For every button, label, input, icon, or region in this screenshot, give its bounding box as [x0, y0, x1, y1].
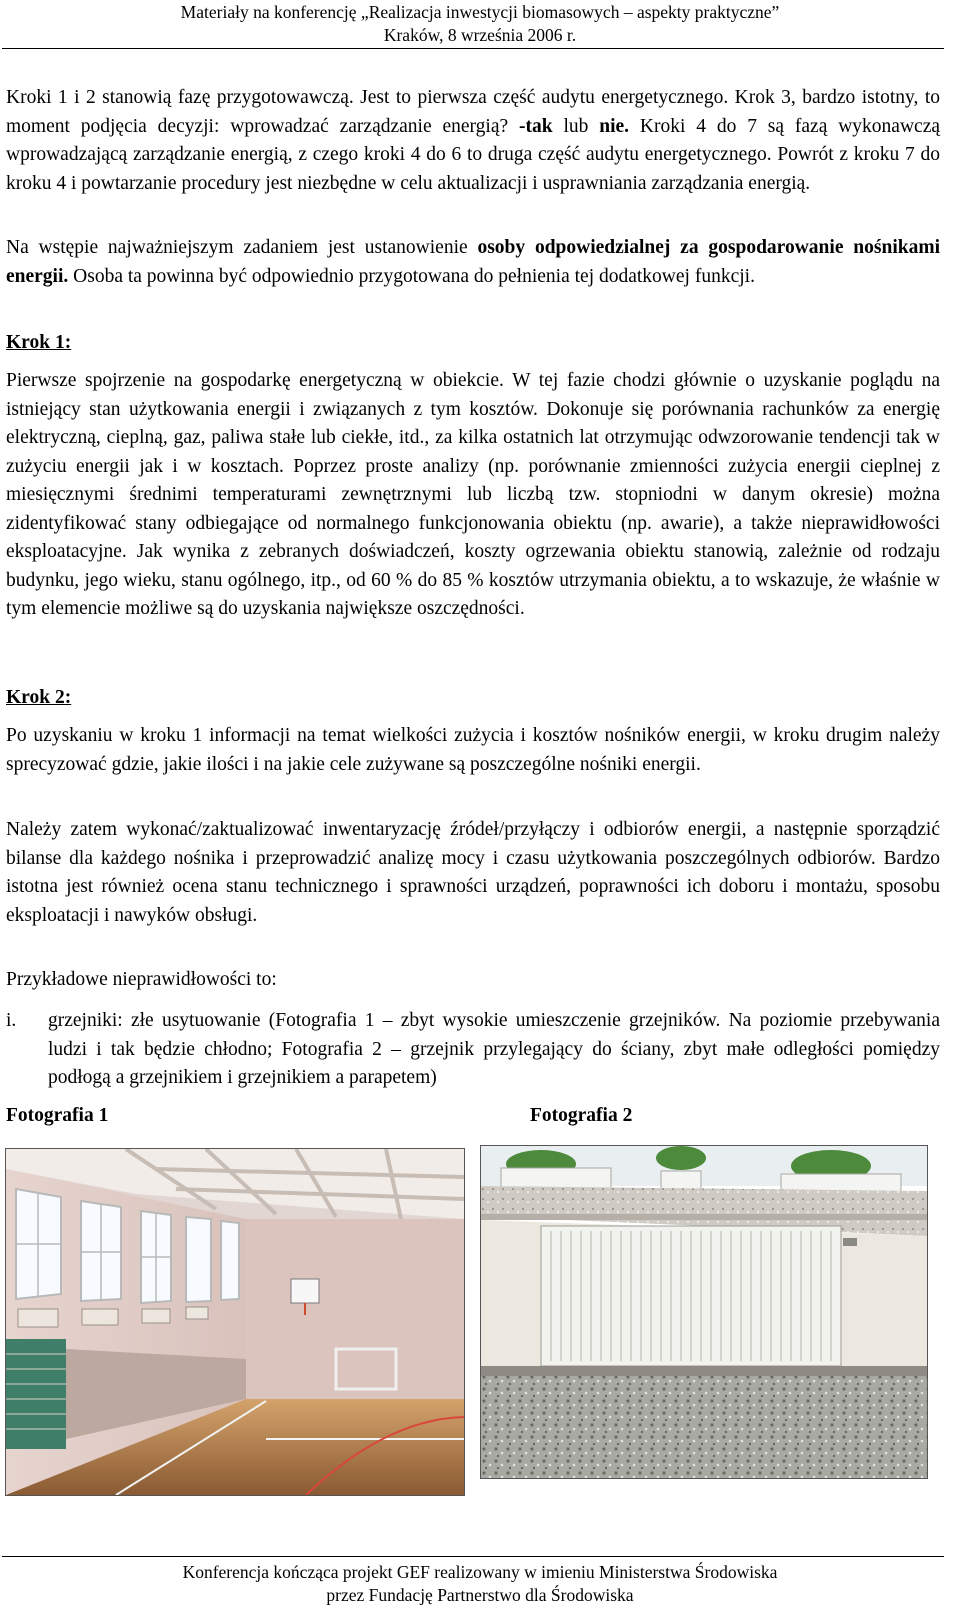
intro-p2-text-a: Na wstępie najważniejszym zadaniem jest ustanowienie [6, 237, 478, 258]
intro-paragraph-1 [6, 84, 940, 198]
gymnasium-image [6, 1149, 464, 1495]
step1-paragraph: Pierwsze spojrzenie na gospodarkę energetyczną w obiekcie. W tej fazie chodzi głównie o uzyskanie poglądu na istniejący stan użytkowania energii i związanych z tym kosztów. Dokonuje się porównania rachunków za energię elektryczną, cieplną, gaz, paliwa stałe lub ciekłe, itd., za kilka ostatnich lat otrzymując odwzorowanie tendencji tak w zużyciu energii jak i w kosztach. Poprzez proste analizy (np. porównanie zmienności zużycia energii cieplnej z miesięcznymi średnimi temperaturami zewnętrznymi lub liczbą tzw. stopniodni w danym okresie) można zidentyfikować stany odbiegające od normalnego funkcjonowania obiektu (np. awarie), a także nieprawidłowości eksploatacyjne. Jak wynika z zebranych doświadczeń, koszty ogrzewania obiektu stanowią, zależnie od rodzaju budynku, jego wieku, stanu ogólnego, itp., od 60 % do 85 % kosztów utrzymania obiektu, a to wskazuje, że właśnie w tym elemencie możliwe są do uzyskania największe oszczędności. [6, 370, 940, 619]
step2-paragraph-1: Po uzyskaniu w kroku 1 informacji na temat wielkości zużycia i kosztów nośników energii, w kroku drugim należy sprecyzować gdzie, jakie ilości i na jakie cele zużywane są poszczególne nośniki energii. [6, 725, 940, 775]
photo-1-gymnasium [5, 1148, 465, 1496]
list-item-text: grzejniki: złe usytuowanie (Fotografia 1 – zbyt wysokie umieszczenie grzejników. Na poziomie przebywania ludzi i tak będzie chłodno; Fotografia 2 – grzejnik przylegający do ściany, zbyt małe odległości pomiędzy podłogą a grzejnikiem i grzejnikiem a parapetem) [48, 1010, 940, 1088]
intro-p2-bold: osoby odpowiedzialnej za gospodarowanie nośnikami energii. [6, 237, 940, 287]
intro-paragraph-2 [6, 234, 940, 291]
footer-line-2: przez Fundację Partnerstwo dla Środowiska [326, 1585, 634, 1605]
footer-line-1: Konferencja kończąca projekt GEF realizowany w imieniu Ministerstwa Środowiska [182, 1562, 778, 1582]
intro-p1-text-d: Kroki 4 do 7 są fazą wykonawczą wprowadzającą zarządzanie energią, z czego kroki 4 do 6 to druga część audytu energetycznego. Powrót z kroku 7 do kroku 4 i powtarzanie procedury jest niezbędne w celu aktualizacji i usprawniania zarządzania energią. [6, 115, 941, 194]
photo-2-caption: Fotografia 2 [530, 1105, 633, 1126]
intro-p1-bold-tak: -tak [519, 115, 553, 137]
intro-p2-text-c: Osoba ta powinna być odpowiednio przygotowana do pełnienia tej dodatkowej funkcji. [68, 265, 755, 287]
intro-p1-bold-nie: nie. [599, 115, 630, 137]
list-item-number: i. [6, 1010, 17, 1031]
step2-paragraph-3: Przykładowe nieprawidłowości to: [6, 969, 277, 990]
step2-paragraph-2: Należy zatem wykonać/zaktualizować inwentaryzację źródeł/przyłączy i odbiorów energii, a następnie sporządzić bilanse dla każdego nośnika i przeprowadzić analizę mocy i czasu użytkowania poszczególnych odbiorów. Bardzo istotna jest również ocena stanu technicznego i sprawności urządzeń, poprawności ich doboru i montażu, sposobu eksploatacji i nawyków obsługi. [6, 819, 940, 926]
header-divider [2, 48, 944, 49]
step2-heading: Krok 2: [6, 687, 72, 708]
photo-1-caption: Fotografia 1 [6, 1105, 109, 1126]
radiator-image [481, 1146, 927, 1478]
header-date: Kraków, 8 września 2006 r. [383, 25, 577, 45]
header-conference-title: Materiały na konferencję „Realizacja inwestycji biomasowych – aspekty praktyczne” [180, 2, 780, 22]
photo-2-radiator [480, 1145, 928, 1479]
page-header [0, 0, 960, 50]
intro-p1-text-c: lub [552, 115, 600, 137]
intro-p1-text-a: Kroki 1 i 2 stanowią fazę przygotowawczą. Jest to pierwsza część audytu energetycznego. Krok 3, bardzo istotny, to moment podjęcia decyzji: wprowadzać zarządzanie energią? [6, 87, 940, 137]
footer-divider [2, 1556, 944, 1557]
step1-heading: Krok 1: [6, 332, 72, 353]
